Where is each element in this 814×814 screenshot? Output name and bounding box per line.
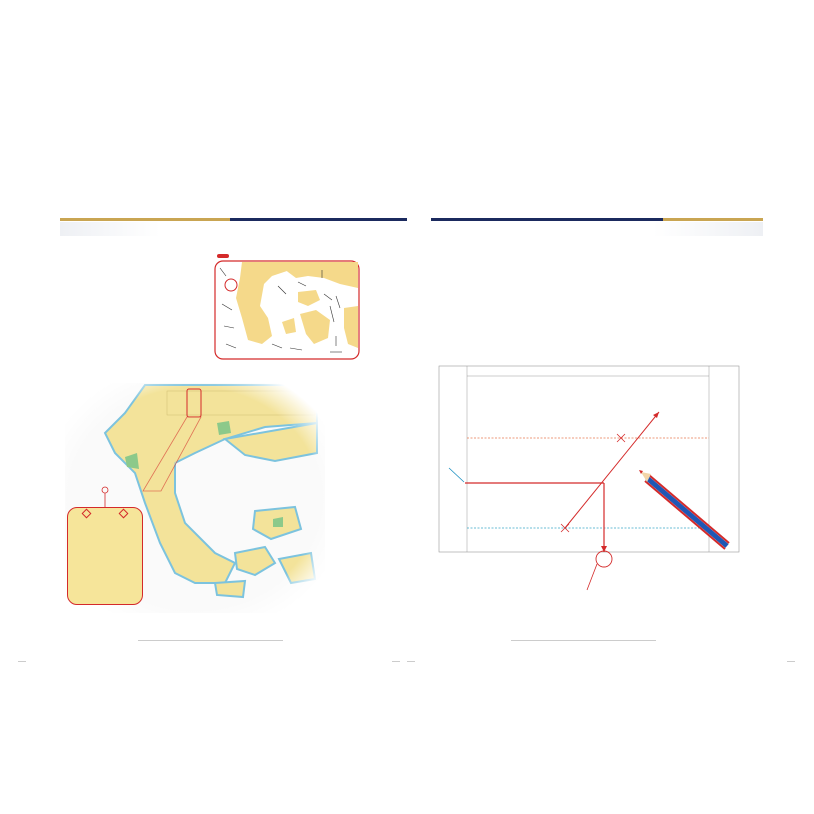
crop-mark	[392, 661, 400, 662]
atlas-banner	[217, 254, 229, 258]
tidal-diamonds-chart-figure	[65, 383, 325, 613]
tidal-stream-atlas-figure	[212, 248, 362, 373]
header-gold-bar	[663, 218, 763, 221]
footer-rule-left	[138, 640, 283, 641]
header-gold-bar	[60, 218, 230, 221]
interpolation-diagram	[427, 360, 777, 600]
footer-rule-right	[511, 640, 656, 641]
atlas-map-illustration	[212, 248, 362, 373]
running-head-right	[431, 218, 763, 238]
crop-mark	[407, 661, 415, 662]
tidal-diamond-table-callout	[67, 507, 143, 605]
crop-mark	[18, 661, 26, 662]
body-text	[435, 242, 757, 244]
right-page	[407, 0, 814, 814]
interpolation-graph	[427, 360, 777, 600]
tidal-diamond-header	[68, 508, 142, 518]
header-band	[653, 222, 763, 236]
diamond-icon	[82, 508, 92, 518]
header-band	[60, 222, 160, 236]
diamond-icon	[119, 508, 129, 518]
crop-mark	[787, 661, 795, 662]
running-head-left	[60, 218, 407, 238]
